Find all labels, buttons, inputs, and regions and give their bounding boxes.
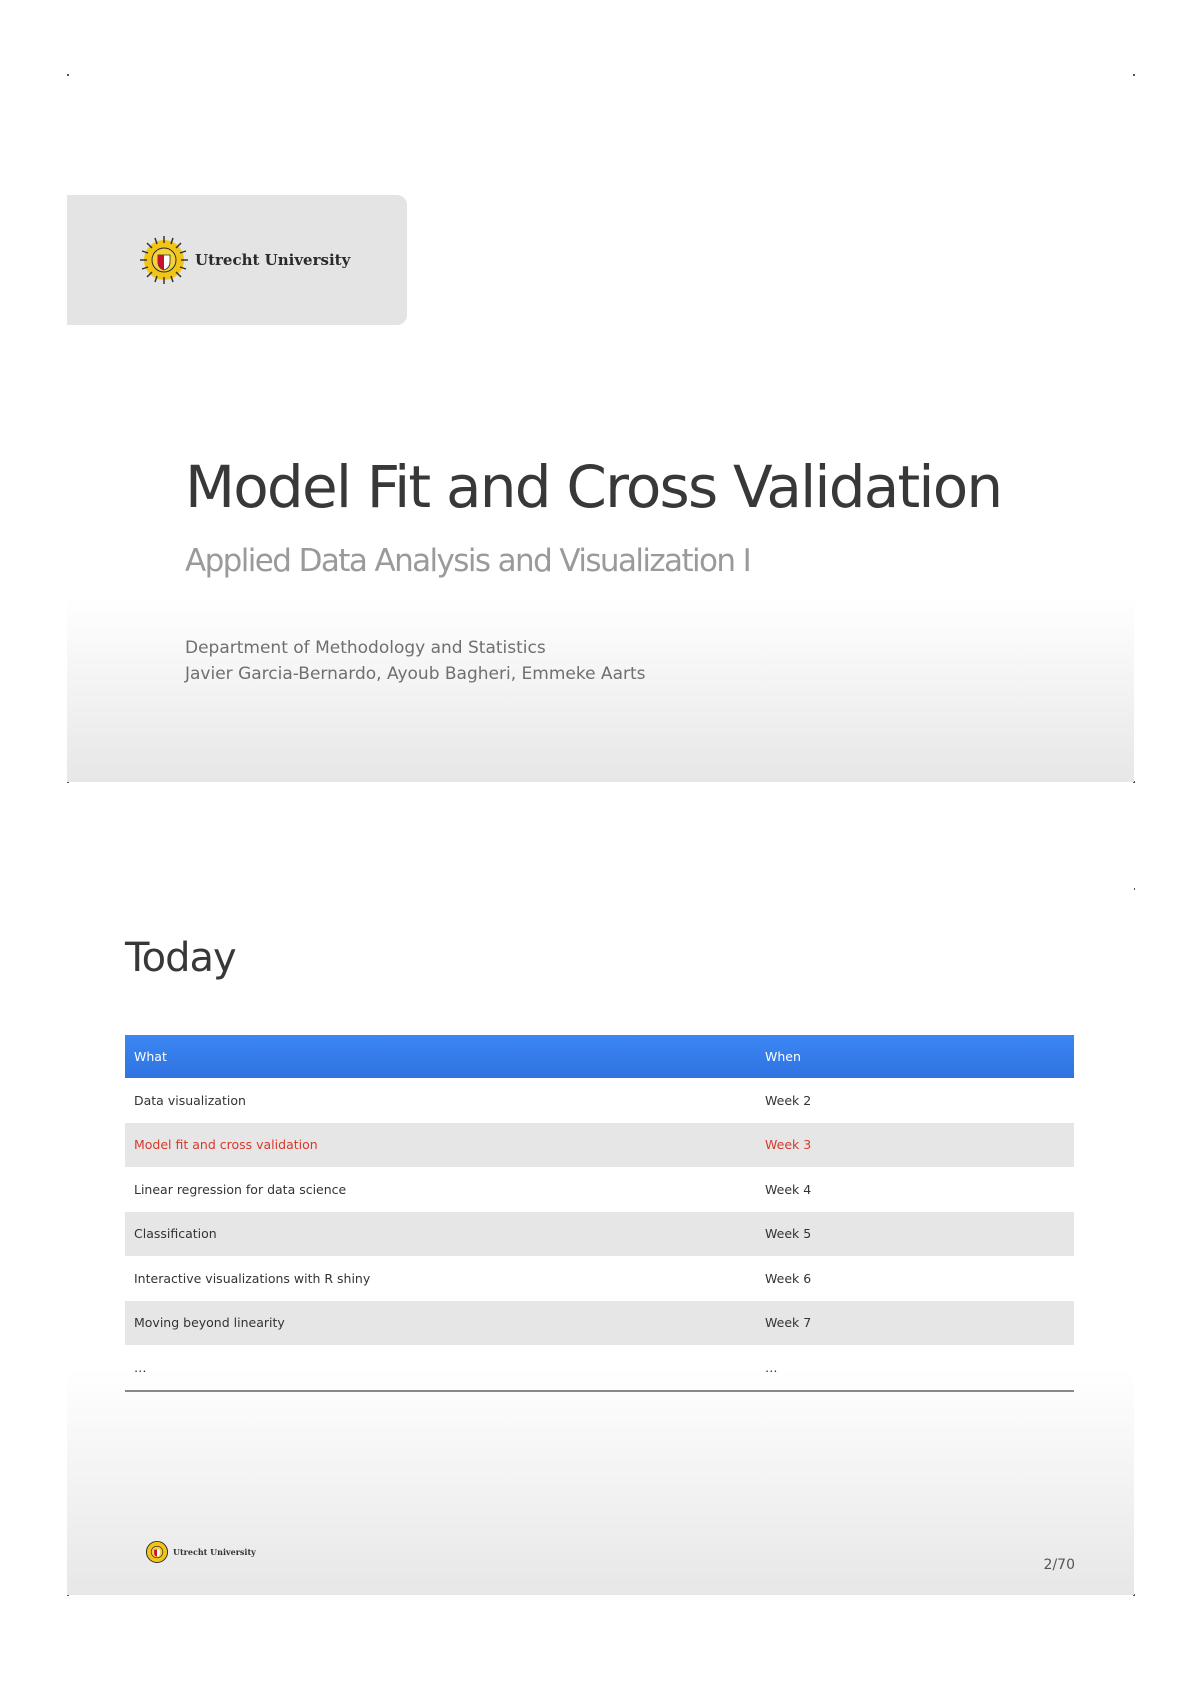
logo-panel xyxy=(67,195,407,325)
crop-mark xyxy=(1133,74,1135,76)
crop-mark xyxy=(67,74,69,76)
cell-what: Classification xyxy=(134,1226,217,1242)
cell-when: Week 4 xyxy=(765,1181,812,1197)
page-number: 2/70 xyxy=(1043,1557,1075,1573)
cell-what: Moving beyond linearity xyxy=(134,1315,285,1331)
university-logo xyxy=(139,235,350,285)
cell-what: Interactive visualizations with R shiny xyxy=(134,1270,371,1286)
sun-emblem-icon xyxy=(139,235,189,285)
title-slide xyxy=(67,195,1134,782)
cell-what: Linear regression for data science xyxy=(134,1181,347,1197)
table-row xyxy=(125,1256,1074,1301)
footer-logo-wordmark: Utrecht University xyxy=(173,1547,256,1557)
cell-what: Data visualization xyxy=(134,1092,246,1108)
table-row xyxy=(125,1345,1074,1391)
slide-heading: Today xyxy=(125,935,236,981)
table-header-row xyxy=(125,1035,1074,1078)
cell-when: Week 7 xyxy=(765,1315,812,1331)
cell-when: Week 6 xyxy=(765,1270,812,1286)
cell-when: Week 2 xyxy=(765,1092,812,1108)
cell-when: … xyxy=(765,1359,778,1375)
sun-emblem-icon xyxy=(145,1540,169,1564)
table-row-current xyxy=(125,1123,1074,1168)
table-row xyxy=(125,1078,1074,1123)
logo-wordmark: Utrecht University xyxy=(195,251,351,269)
column-header-what: What xyxy=(134,1049,167,1064)
authors: Javier Garcia-Bernardo, Ayoub Bagheri, Emmeke Aarts xyxy=(185,664,646,684)
table-row xyxy=(125,1167,1074,1212)
cell-when: Week 3 xyxy=(765,1137,812,1153)
slide-title: Model Fit and Cross Validation xyxy=(185,453,1002,521)
department: Department of Methodology and Statistics xyxy=(185,638,546,658)
cell-what: Model fit and cross validation xyxy=(134,1137,318,1153)
table-row xyxy=(125,1301,1074,1346)
cell-what: … xyxy=(134,1359,147,1375)
column-header-when: When xyxy=(765,1049,801,1064)
table-row xyxy=(125,1212,1074,1257)
slide-subtitle: Applied Data Analysis and Visualization I xyxy=(185,543,751,579)
schedule-table xyxy=(125,1035,1074,1392)
cell-when: Week 5 xyxy=(765,1226,812,1242)
today-slide xyxy=(67,888,1134,1595)
footer-logo xyxy=(145,1540,256,1564)
